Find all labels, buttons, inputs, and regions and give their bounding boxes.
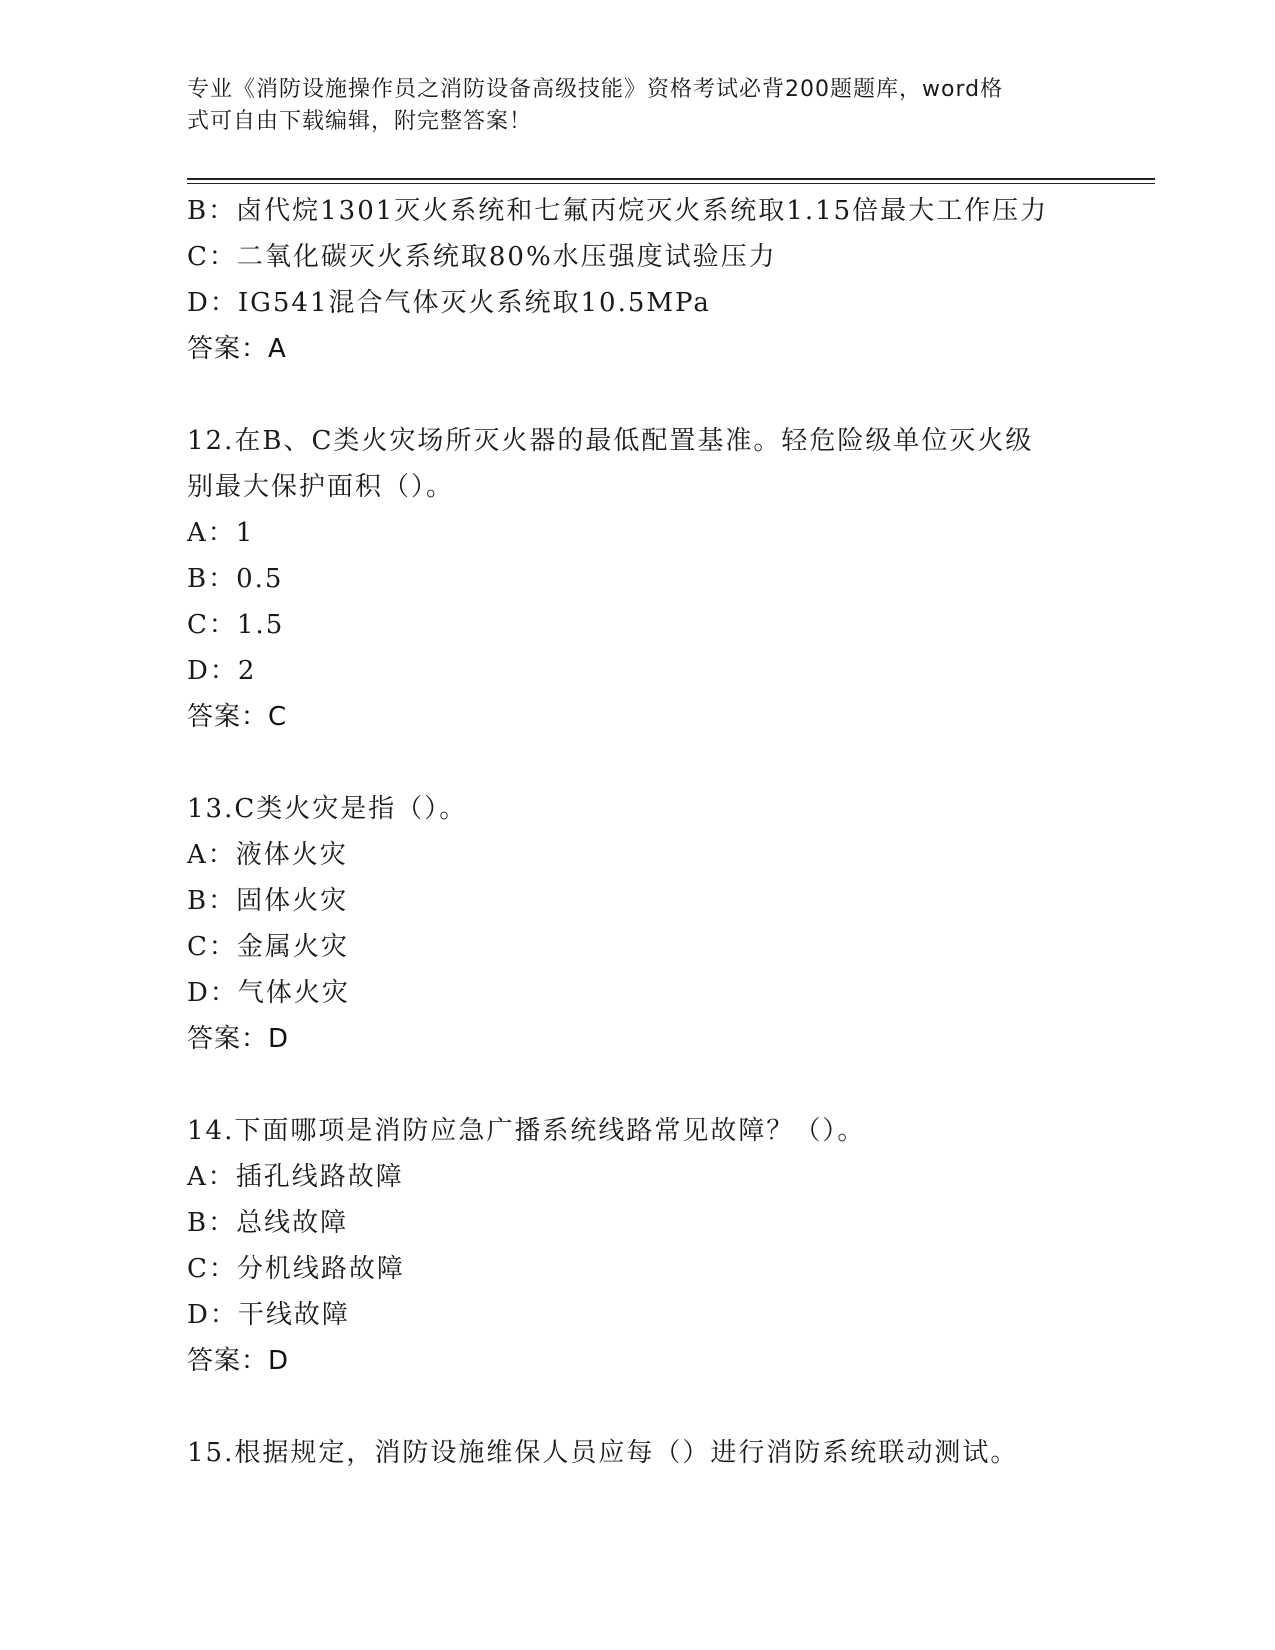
question-stem-line: 别最大保护面积（）。 — [187, 472, 455, 502]
option-d: D：2 — [187, 656, 257, 686]
question-11-continued — [187, 188, 1155, 372]
answer-label: 答案：A — [187, 334, 287, 364]
header-line-2: 式可自由下载编辑，附完整答案！ — [187, 109, 533, 134]
option-c: C：二氧化碳灭火系统取80%水压强度试验压力 — [187, 242, 777, 272]
answer-label: 答案：D — [187, 1024, 290, 1054]
option-b: B：固体火灾 — [187, 886, 349, 916]
option-c: C：1.5 — [187, 610, 285, 640]
spacer — [187, 1062, 1155, 1108]
question-stem-line: 12.在B、C类火灾场所灭火器的最低配置基准。轻危险级单位灭火级 — [187, 426, 1034, 456]
header-line-1: 专业《消防设施操作员之消防设备高级技能》资格考试必背200题题库，word格 — [187, 77, 1004, 102]
option-b: B：卤代烷1301灭火系统和七氟丙烷灭火系统取1.15倍最大工作压力 — [187, 196, 1049, 226]
question-15 — [187, 1430, 1155, 1476]
option-a: A：液体火灾 — [187, 840, 348, 870]
document-header — [187, 74, 1067, 138]
option-a: A：1 — [187, 518, 255, 548]
answer-label: 答案：C — [187, 702, 288, 732]
question-12 — [187, 418, 1155, 740]
option-d: D：干线故障 — [187, 1300, 350, 1330]
spacer — [187, 372, 1155, 418]
spacer — [187, 1384, 1155, 1430]
answer-label: 答案：D — [187, 1346, 290, 1376]
option-d: D：IG541混合气体灭火系统取10.5MPa — [187, 288, 711, 318]
question-stem-line: 13.C类火灾是指（）。 — [187, 794, 468, 824]
question-stem-line: 14.下面哪项是消防应急广播系统线路常见故障？（）。 — [187, 1116, 866, 1146]
question-stem-line: 15.根据规定，消防设施维保人员应每（）进行消防系统联动测试。 — [187, 1438, 1019, 1468]
option-b: B：0.5 — [187, 564, 284, 594]
option-c: C：分机线路故障 — [187, 1254, 405, 1284]
option-a: A：插孔线路故障 — [187, 1162, 404, 1192]
option-c: C：金属火灾 — [187, 932, 349, 962]
option-b: B：总线故障 — [187, 1208, 349, 1238]
spacer — [187, 740, 1155, 786]
option-d: D：气体火灾 — [187, 978, 350, 1008]
question-13 — [187, 786, 1155, 1062]
header-divider-thin — [187, 183, 1155, 184]
question-list — [187, 188, 1155, 1476]
question-14 — [187, 1108, 1155, 1384]
header-divider-thick — [187, 178, 1155, 180]
